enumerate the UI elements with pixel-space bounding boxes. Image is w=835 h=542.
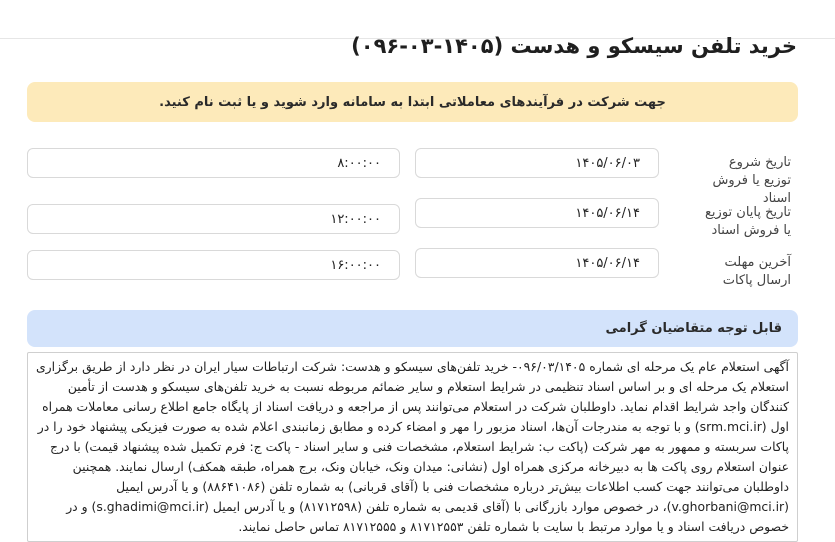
login-notice-banner	[27, 82, 798, 122]
distribution-start-time-field[interactable]: ۸:۰۰:۰۰	[27, 148, 400, 178]
field-label-distribution-end: تاریخ پایان توزیع یا فروش اسناد	[705, 205, 791, 238]
distribution-end-time-field[interactable]: ۱۲:۰۰:۰۰	[27, 204, 400, 234]
submission-deadline-date-field[interactable]: ۱۴۰۵/۰۶/۱۴	[415, 248, 659, 278]
distribution-end-date-field[interactable]: ۱۴۰۵/۰۶/۱۴	[415, 198, 659, 228]
field-label-distribution-start: تاریخ شروع توزیع یا فروش اسناد	[712, 155, 791, 206]
tender-description-box[interactable]	[27, 352, 798, 542]
submission-deadline-time-field[interactable]: ۱۶:۰۰:۰۰	[27, 250, 400, 280]
field-label-submission-deadline: آخرین مهلت ارسال پاکات	[722, 255, 791, 288]
applicants-notice-title: قابل توجه متقاضیان گرامی	[605, 321, 782, 336]
tender-description-text: آگهی استعلام عام یک مرحله ای شماره ۰۹۶/۰۳/۱۴۰۵- خرید تلفن‌های سیسکو و هدست: شرکت ارتباطات سیار ایران در نظر دارد از طریق برگزاری استعلام یک مرحله ای و بر اساس اسناد تنظیمی در شرایط استعلام و سایر ضمائم مربوطه نسبت به خرید تلفن‌های سیسکو و هدست از تأمین کنندگان واجد شرایط اقدام نماید. داوطلبان شرکت در استعلام می‌توانند پس از مراجعه و دریافت اسناد از پایگاه جامع اطلاع رسانی معاملات همراه اول (srm.mci.ir) و با توجه به مندرجات آن‌ها، اسناد مزبور را مهر و امضاء کرده و مطابق زمانبندی اعلام شده به صورت فیزیکی پیشنهاد خود را در پاکات سربسته و ممهور به مهر شرکت (پاکت ب: شرایط استعلام، مشخصات فنی و سایر اسناد - پاکت ج: فرم تکمیل شده پیشنهاد قیمت) با درج عنوان استعلام روی پاکت ها به دبیرخانه مرکزی همراه اول (نشانی: میدان ونک، خیابان ونک، برج همراه، طبقه همکف) ارسال نمایند. همچنین داوطلبان می‌توانند جهت کسب اطلاعات بیش‌تر درباره مشخصات فنی با (آقای قربانی) به شماره تلفن (۸۸۶۴۱۰۸۶) و یا آدرس ایمیل (v.ghorbani@mci.ir)، در خصوص موارد بازرگانی با (آقای قدیمی به شماره تلفن (۸۱۷۱۲۵۹۸) و یا آدرس ایمیل (s.ghadimi@mci.ir) و در خصوص دریافت اسناد و یا موارد مرتبط با سایت با شماره تلفن ۸۱۷۱۲۵۵۳ و ۸۱۷۱۲۵۵۵ تماس حاصل نمایند.	[35, 359, 789, 534]
applicants-notice-header	[27, 310, 798, 347]
login-notice-text: جهت شرکت در فرآیندهای معاملاتی ابتدا به سامانه وارد شوید و یا ثبت نام کنید.	[159, 94, 666, 110]
page-title: خرید تلفن سیسکو و هدست (۱۴۰۵-۰۳-۰۹۶)	[351, 34, 797, 58]
distribution-start-date-field[interactable]: ۱۴۰۵/۰۶/۰۳	[415, 148, 659, 178]
